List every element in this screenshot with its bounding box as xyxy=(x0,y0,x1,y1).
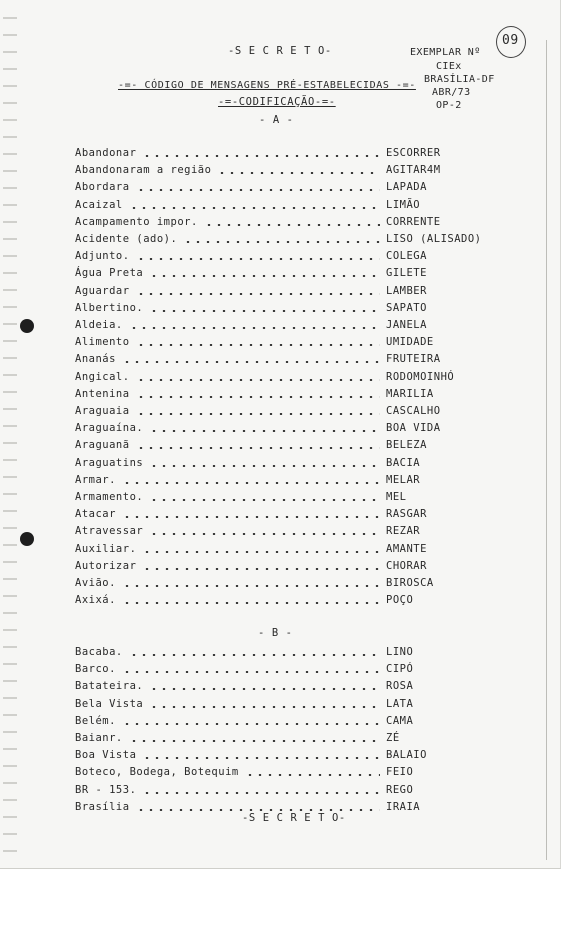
dot-leader xyxy=(149,465,380,467)
entry-code-word: MELAR xyxy=(386,473,421,486)
entry-term: Armar. xyxy=(75,473,116,486)
entry-code-word: UMIDADE xyxy=(386,336,434,349)
entry-term: Acaizal xyxy=(75,198,123,211)
entry-term: BR - 153. xyxy=(75,783,137,796)
entry-term: Batateira. xyxy=(75,680,144,693)
dot-leader xyxy=(142,568,380,570)
entry-term: Barco. xyxy=(75,663,116,676)
entry-code-word: LAMBER xyxy=(386,284,427,297)
entry-term: Boa Vista xyxy=(75,749,137,762)
section-a-heading: - A - xyxy=(259,114,294,126)
issuing-org: CIEx xyxy=(436,61,462,72)
entry-term: Abordara xyxy=(75,181,130,194)
entry-term: Araguaína. xyxy=(75,422,144,435)
entry-term: Armamento. xyxy=(75,491,144,503)
dot-leader xyxy=(122,602,380,604)
punch-hole xyxy=(20,532,34,546)
dot-leader xyxy=(142,155,380,157)
entry-code-word: AMANTE xyxy=(386,542,427,555)
dot-leader xyxy=(129,654,380,656)
dot-leader xyxy=(142,757,380,759)
entry-code-word: JANELA xyxy=(386,319,427,331)
entry-term: Araguaia xyxy=(75,405,130,417)
entry-code-word: FEIO xyxy=(386,766,414,779)
entry-term: Ananás xyxy=(75,353,116,366)
exemplar-number: 09 xyxy=(502,33,519,48)
entry-code-word: LISO (ALISADO) xyxy=(386,233,482,245)
entry-code-word: BALAIO xyxy=(386,749,427,762)
dot-leader xyxy=(136,413,380,415)
entry-term: Abandonaram a região xyxy=(75,164,212,177)
entry-term: Atravessar xyxy=(75,525,144,538)
dot-leader xyxy=(245,774,380,776)
entry-code-word: RODOMOINHÓ xyxy=(386,370,455,383)
dot-leader xyxy=(142,792,380,794)
entry-code-word: AGITAR4M xyxy=(386,164,441,177)
entry-code-word: RASGAR xyxy=(386,508,427,521)
entry-code-word: CHORAR xyxy=(386,559,427,572)
entry-term: Auxiliar. xyxy=(75,542,137,555)
dot-leader xyxy=(136,344,380,346)
entry-code-word: CAMA xyxy=(386,714,414,727)
entry-code-word: GILETE xyxy=(386,267,427,280)
entry-term: Belém. xyxy=(75,714,116,727)
dot-leader xyxy=(136,189,380,191)
dot-leader xyxy=(149,499,380,501)
entry-code-word: LAPADA xyxy=(386,181,427,194)
entry-term: Araguanã xyxy=(75,439,130,452)
dot-leader xyxy=(136,396,380,398)
entry-code-word: ESCORRER xyxy=(386,147,441,159)
entry-code-word: IRAIA xyxy=(386,800,421,813)
entry-code-word: BACIA xyxy=(386,456,421,469)
issue-place: BRASÍLIA-DF xyxy=(424,74,495,85)
entry-term: Axixá. xyxy=(75,594,116,607)
entry-code-word: SAPATO xyxy=(386,301,427,314)
entry-term: Aguardar xyxy=(75,284,130,297)
spiral-binding-marks xyxy=(3,8,17,864)
section-b-heading: - B - xyxy=(258,627,293,639)
dot-leader xyxy=(149,533,380,535)
dot-leader xyxy=(149,706,380,708)
dot-leader xyxy=(136,258,380,260)
dot-leader xyxy=(122,723,380,725)
entry-term: Acampamento impor. xyxy=(75,215,198,228)
dot-leader xyxy=(136,293,380,295)
entry-term: Autorizar xyxy=(75,559,137,572)
entry-term: Angical. xyxy=(75,370,130,383)
exemplar-label: EXEMPLAR Nº xyxy=(410,47,481,58)
dot-leader xyxy=(129,740,380,742)
entry-term: Antenina xyxy=(75,387,130,400)
entry-code-word: MARILIA xyxy=(386,387,434,400)
entry-term: Albertino. xyxy=(75,301,144,314)
dot-leader xyxy=(136,447,380,449)
operation-code: OP-2 xyxy=(436,100,462,111)
issue-date: ABR/73 xyxy=(432,87,471,98)
dot-leader xyxy=(122,361,380,363)
dot-leader xyxy=(122,671,380,673)
entry-term: Atacar xyxy=(75,508,116,521)
secret-classification-bottom: -S E C R E T O- xyxy=(242,812,346,824)
entry-code-word: CIPÓ xyxy=(386,663,414,676)
entry-code-word: FRUTEIRA xyxy=(386,353,441,366)
dot-leader xyxy=(129,207,380,209)
entry-term: Bela Vista xyxy=(75,697,144,710)
entry-code-word: LINO xyxy=(386,646,414,658)
entry-term: Brasília xyxy=(75,800,130,813)
secret-classification-top: -S E C R E T O- xyxy=(228,45,332,57)
entry-term: Alimento xyxy=(75,336,130,349)
dot-leader xyxy=(149,688,380,690)
document-subtitle: -=-CODIFICAÇÃO-=- xyxy=(218,96,336,108)
dot-leader xyxy=(122,482,380,484)
dot-leader xyxy=(129,327,380,329)
entry-term: Baianr. xyxy=(75,732,123,744)
entry-code-word: ZÉ xyxy=(386,732,400,744)
dot-leader xyxy=(149,310,380,312)
entry-term: Aldeia. xyxy=(75,319,123,331)
entry-code-word: REGO xyxy=(386,783,414,796)
entry-code-word: MEL xyxy=(386,491,407,503)
entry-code-word: BIROSCA xyxy=(386,577,434,589)
entry-code-word: BOA VIDA xyxy=(386,422,441,435)
dot-leader xyxy=(183,241,380,243)
dot-leader xyxy=(204,224,380,226)
entry-code-word: CORRENTE xyxy=(386,215,441,228)
entry-code-word: LATA xyxy=(386,697,414,710)
entry-term: Acidente (ado). xyxy=(75,233,178,245)
punch-hole xyxy=(20,319,34,333)
dot-leader xyxy=(149,430,380,432)
entry-term: Bacaba. xyxy=(75,646,123,658)
dot-leader xyxy=(217,172,380,174)
entry-term: Água Preta xyxy=(75,267,144,280)
entry-term: Adjunto. xyxy=(75,250,130,263)
document-title xyxy=(118,80,416,91)
dot-leader xyxy=(149,275,380,277)
entry-term: Abandonar xyxy=(75,147,137,159)
entry-code-word: BELEZA xyxy=(386,439,427,452)
dot-leader xyxy=(122,585,380,587)
entry-term: Araguatins xyxy=(75,456,144,469)
document-title-text: -=- CÓDIGO DE MENSAGENS PRÉ-ESTABELECIDAS -=- xyxy=(118,80,416,91)
entry-code-word: LIMÃO xyxy=(386,198,421,211)
dot-leader xyxy=(142,551,380,553)
dot-leader xyxy=(136,379,380,381)
page-edge-line xyxy=(546,40,547,860)
entry-code-word: COLEGA xyxy=(386,250,427,263)
entry-code-word: REZAR xyxy=(386,525,421,538)
entry-code-word: ROSA xyxy=(386,680,414,693)
entry-code-word: POÇO xyxy=(386,594,414,607)
entry-term: Boteco, Bodega, Botequim xyxy=(75,766,239,779)
entry-code-word: CASCALHO xyxy=(386,405,441,417)
dot-leader xyxy=(122,516,380,518)
dot-leader xyxy=(136,809,380,811)
entry-term: Avião. xyxy=(75,577,116,589)
